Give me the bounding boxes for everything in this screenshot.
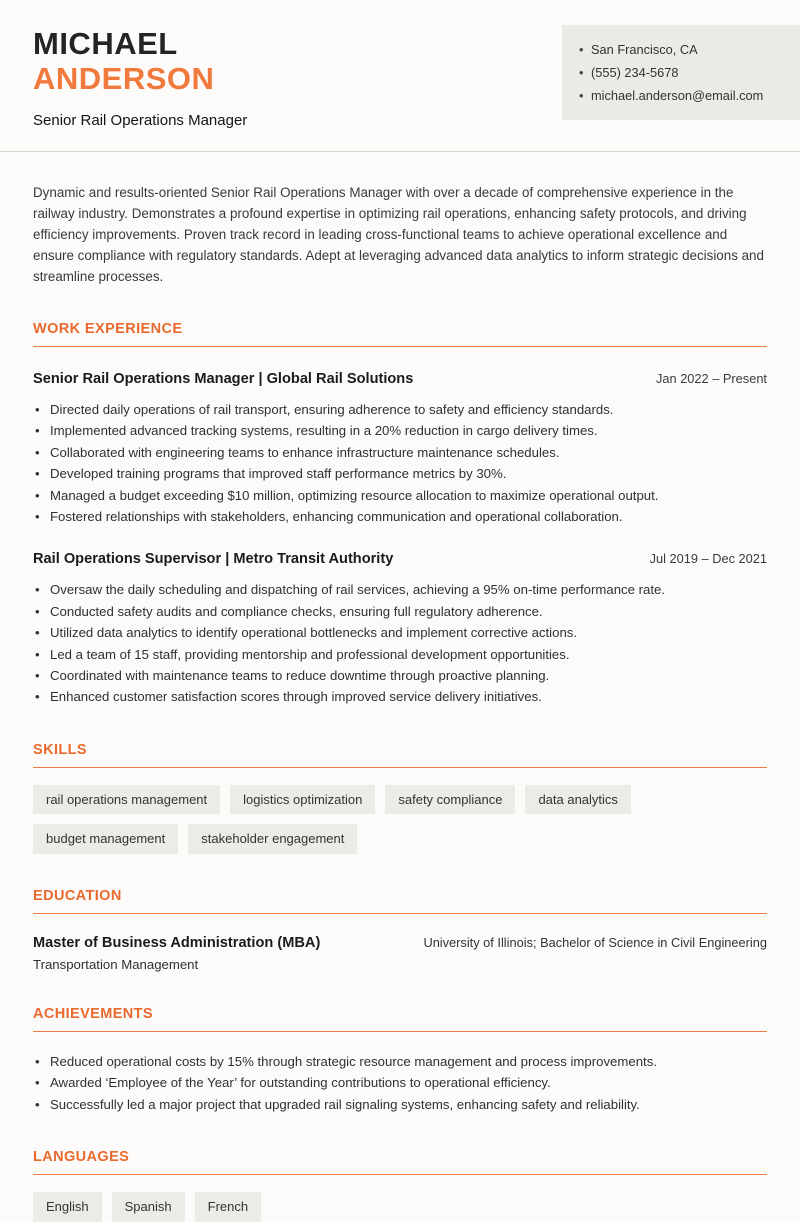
job-bullet: • Collaborated with engineering teams to enhance infrastructure maintenance schedules. <box>33 442 767 463</box>
job-bullet-list <box>33 399 767 527</box>
work-experience-heading: WORK EXPERIENCE <box>33 320 183 337</box>
section-languages <box>33 1149 767 1222</box>
job-bullet: • Developed training programs that improved staff performance metrics by 30%. <box>33 463 767 484</box>
section-rule <box>33 767 767 768</box>
job-bullet: • Implemented advanced tracking systems, resulting in a 20% reduction in cargo delivery times. <box>33 420 767 441</box>
resume-header <box>0 0 800 129</box>
section-achievements <box>33 1006 767 1115</box>
education-row <box>33 935 767 951</box>
degree-name: Master of Business Administration (MBA) <box>33 934 321 951</box>
job-bullet: • Directed daily operations of rail transport, ensuring adherence to safety and efficiency standards. <box>33 399 767 420</box>
skill-tag: rail operations management <box>33 785 220 815</box>
field-of-study: Transportation Management <box>33 956 199 972</box>
skills-tag-list <box>33 785 767 854</box>
languages-tag-list <box>33 1192 767 1222</box>
job-dates: Jul 2019 – Dec 2021 <box>649 551 767 567</box>
skill-tag: stakeholder engagement <box>188 824 357 854</box>
first-name: MICHAEL <box>33 26 178 61</box>
skill-tag: data analytics <box>525 785 631 815</box>
section-work-experience <box>33 321 767 708</box>
education-heading: EDUCATION <box>33 887 122 904</box>
contact-item: • (555) 234-5678 <box>578 61 782 84</box>
contact-item: • San Francisco, CA <box>578 38 782 61</box>
job-bullet-list <box>33 579 767 707</box>
skill-tag: safety compliance <box>385 785 515 815</box>
skill-tag: logistics optimization <box>230 785 375 815</box>
job-entry <box>33 551 767 707</box>
skills-heading: SKILLS <box>33 741 87 758</box>
last-name: ANDERSON <box>33 61 215 97</box>
achievement-bullet: • Awarded ‘Employee of the Year’ for outstanding contributions to operational efficiency. <box>33 1072 767 1093</box>
institution-name: University of Illinois; Bachelor of Science in Civil Engineering <box>423 934 767 950</box>
contact-card <box>562 25 800 120</box>
job-dates: Jan 2022 – Present <box>656 370 767 386</box>
section-education <box>33 888 767 972</box>
job-header <box>33 371 767 387</box>
section-skills <box>33 742 767 854</box>
job-bullet: • Managed a budget exceeding $10 million, optimizing resource allocation to maximize operational output. <box>33 485 767 506</box>
achievement-bullet: • Successfully led a major project that upgraded rail signaling systems, enhancing safety and reliability. <box>33 1094 767 1115</box>
language-tag: French <box>195 1192 261 1222</box>
achievements-bullet-list <box>33 1051 767 1115</box>
job-entry <box>33 371 767 527</box>
job-bullet: • Conducted safety audits and compliance checks, ensuring full regulatory adherence. <box>33 601 767 622</box>
job-bullet: • Oversaw the daily scheduling and dispatching of rail services, achieving a 95% on-time performance rate. <box>33 579 767 600</box>
job-title: Senior Rail Operations Manager | Global Rail Solutions <box>33 370 414 387</box>
section-rule <box>33 1174 767 1175</box>
job-bullet: • Enhanced customer satisfaction scores through improved service delivery initiatives. <box>33 686 767 707</box>
job-header <box>33 551 767 567</box>
section-rule <box>33 1031 767 1032</box>
language-tag: Spanish <box>112 1192 185 1222</box>
skill-tag: budget management <box>33 824 178 854</box>
contact-item: • michael.anderson@email.com <box>578 84 782 107</box>
section-rule <box>33 346 767 347</box>
job-bullet: • Utilized data analytics to identify operational bottlenecks and implement corrective actions. <box>33 622 767 643</box>
achievements-heading: ACHIEVEMENTS <box>33 1005 154 1022</box>
languages-heading: LANGUAGES <box>33 1149 130 1166</box>
job-bullet: • Fostered relationships with stakeholders, enhancing communication and operational collaboration. <box>33 506 767 527</box>
section-rule <box>33 913 767 914</box>
summary-text: Dynamic and results-oriented Senior Rail Operations Manager with over a decade of comprehensive experience in the railway industry. Demonstrates a profound expertise in optimizing rail operations, enhancing safety protocols, and driving efficiency improvements. Proven track record in leading cross-functional teams to achieve operational excellence and ensure compliance with regulatory standards. Adept at leveraging advanced data analytics to inform strategic decisions and streamline processes. <box>33 184 764 284</box>
person-job-title: Senior Rail Operations Manager <box>33 111 248 129</box>
language-tag: English <box>33 1192 102 1222</box>
job-bullet: • Coordinated with maintenance teams to reduce downtime through proactive planning. <box>33 665 767 686</box>
job-bullet: • Led a team of 15 staff, providing mentorship and professional development opportunities. <box>33 644 767 665</box>
achievement-bullet: • Reduced operational costs by 15% through strategic resource management and process improvements. <box>33 1051 767 1072</box>
job-title: Rail Operations Supervisor | Metro Transit Authority <box>33 551 394 568</box>
